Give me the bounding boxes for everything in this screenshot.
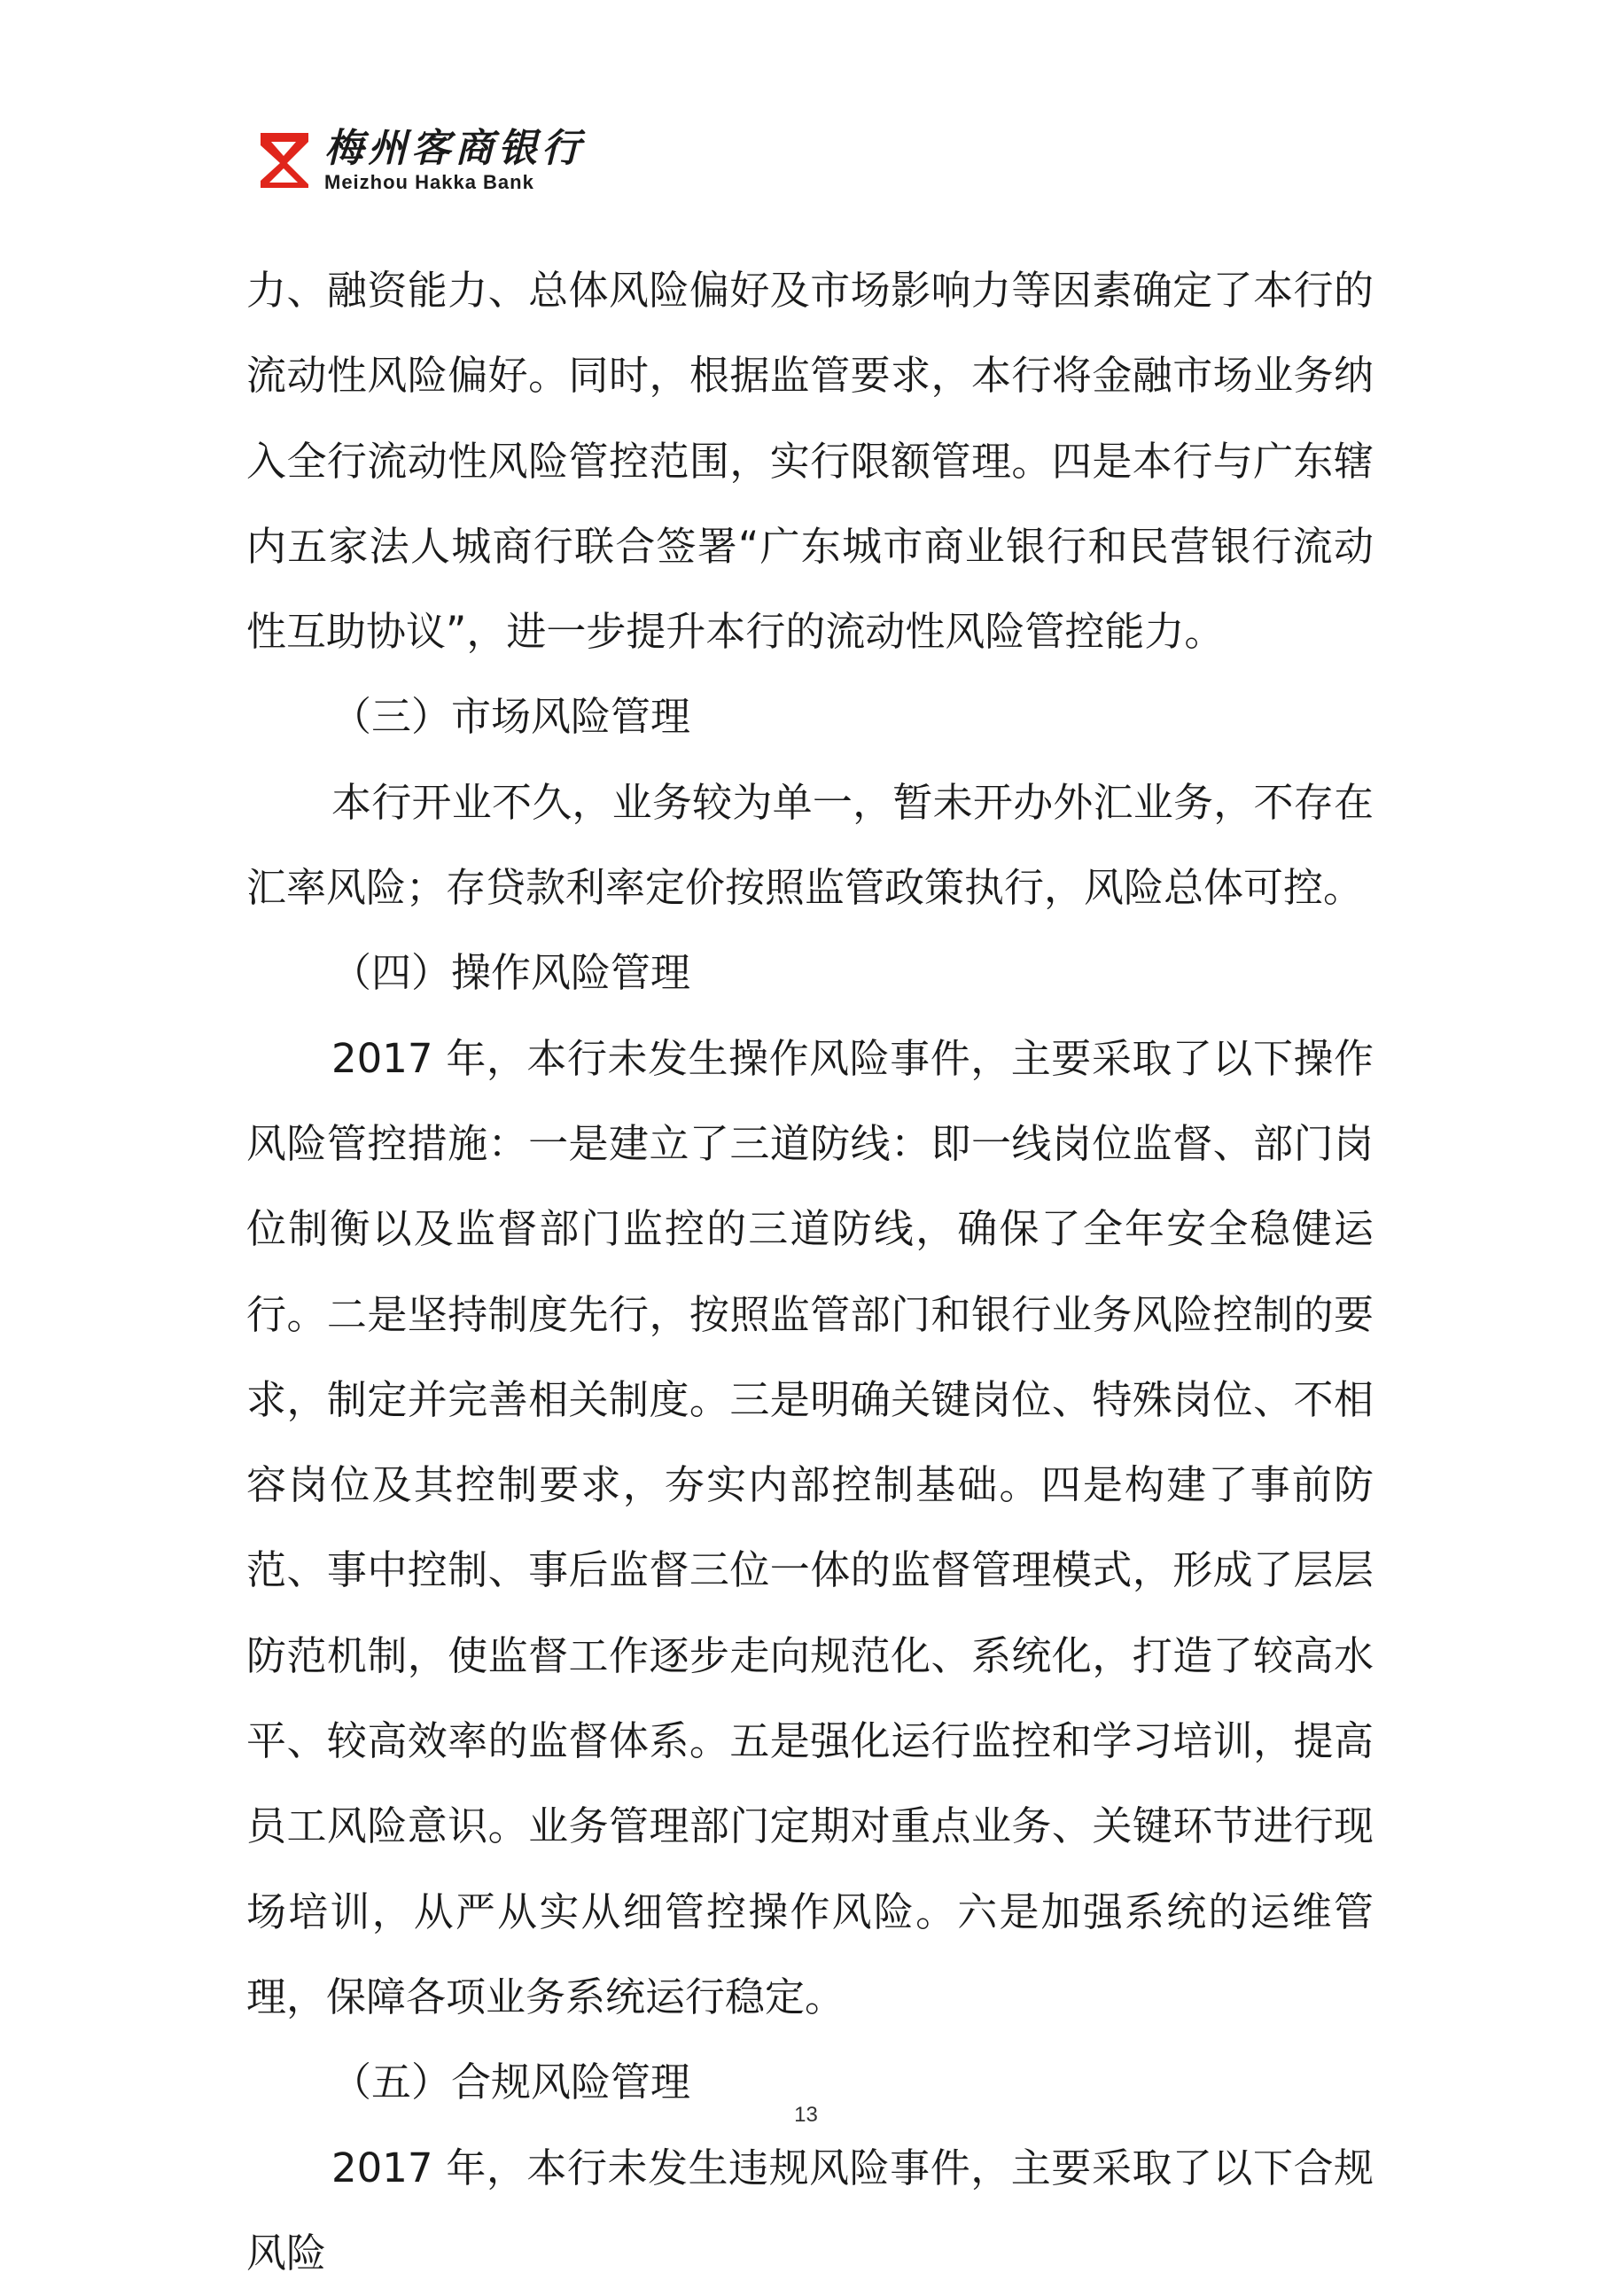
paragraph-liquidity-risk: 力、融资能力、总体风险偏好及市场影响力等因素确定了本行的流动性风险偏好。同时，根据监管要求，本行将金融市场业务纳入全行流动性风险管控范围，实行限额管理。四是本行与广东辖内五家法人城商行联合签署“广东城市商业银行和民营银行流动性互助协议”，进一步提升本行的流动性风险管控能力。: [246, 267, 1374, 656]
page-number: 13: [794, 2103, 818, 2127]
section-heading-operational-risk: （四）操作风险管理: [331, 949, 691, 997]
paragraph-market-risk: 本行开业不久，业务较为单一，暂未开办外汇业务，不存在汇率风险；存贷款利率定价按照监管政策执行，风险总体可控。: [246, 778, 1374, 912]
bank-header: [257, 124, 585, 197]
paragraph-operational-risk: 2017 年，本行未发生操作风险事件，主要采取了以下操作风险管控措施：一是建立了三道防线：即一线岗位监督、部门岗位制衡以及监督部门监控的三道防线，确保了全年安全稳健运行。二是坚持制度先行，按照监管部门和银行业务风险控制的要求，制定并完善相关制度。三是明确关键岗位、特殊岗位、不相容岗位及其控制要求，夯实内部控制基础。四是构建了事前防范、事中控制、事后监督三位一体的监督管理模式，形成了层层防范机制，使监督工作逐步走向规范化、系统化，打造了较高水平、较高效率的监督体系。五是强化运行监控和学习培训，提高员工风险意识。业务管理部门定期对重点业务、关键环节进行现场培训，从严从实从细管控操作风险。六是加强系统的运维管理，保障各项业务系统运行稳定。: [246, 1034, 1374, 2020]
bank-name-en: Meizhou Hakka Bank: [324, 171, 534, 193]
bank-logo-icon: [257, 129, 312, 191]
section-heading-compliance-risk: （五）合规风险管理: [331, 2059, 691, 2106]
logo-text: [324, 127, 585, 194]
bank-name-cn: 梅州客商银行: [324, 126, 585, 171]
paragraph-compliance-risk: 2017 年，本行未发生违规风险事件，主要采取了以下合规风险: [246, 2144, 1374, 2277]
document-body: [246, 248, 1374, 2296]
section-heading-market-risk: （三）市场风险管理: [331, 693, 691, 741]
